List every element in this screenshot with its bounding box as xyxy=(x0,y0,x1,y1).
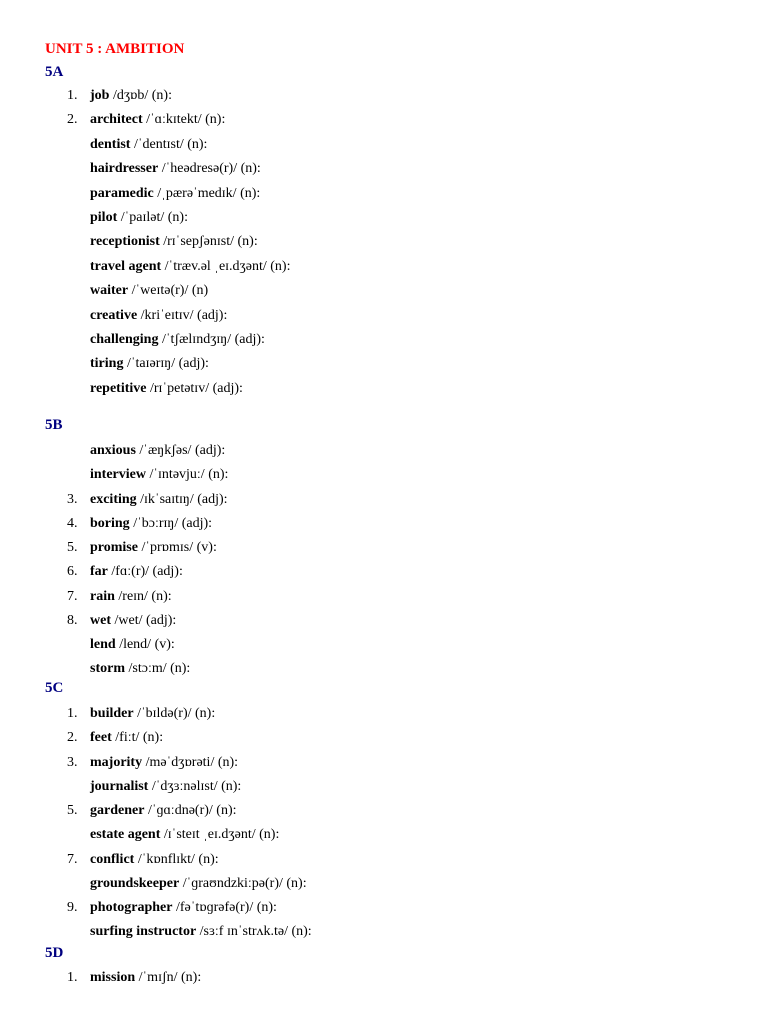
entry-pronunciation: /stɔːm/ (n): xyxy=(125,661,191,677)
entry-word: boring xyxy=(90,515,130,531)
entry-word: gardener xyxy=(90,803,145,818)
entry-number: 1. xyxy=(67,706,78,721)
entry-text xyxy=(90,538,217,558)
entry-word: travel agent xyxy=(90,258,162,274)
entry-number: 4. xyxy=(67,515,78,531)
entry-text xyxy=(90,728,163,748)
entry-number: 5. xyxy=(67,540,78,555)
entry-pronunciation: /ˈdʒɜːnəlɪst/ (n): xyxy=(148,778,242,794)
entry-text xyxy=(90,184,260,204)
entry-number: 5. xyxy=(67,803,78,818)
section-heading-5a: 5A xyxy=(45,64,64,80)
entry-word: exciting xyxy=(90,491,137,507)
entry-text xyxy=(90,330,265,350)
entry-pronunciation: /ˈweɪtə(r)/ (n) xyxy=(128,283,209,299)
entry-word: job xyxy=(90,88,110,103)
entry-text xyxy=(90,659,190,679)
entry-number: 3. xyxy=(67,754,78,770)
entry-text xyxy=(90,514,212,534)
entry-word: majority xyxy=(90,754,143,770)
entry-word: lend xyxy=(90,637,116,652)
entry-word: feet xyxy=(90,730,112,746)
entry-word: journalist xyxy=(90,778,149,794)
entry-text xyxy=(90,159,261,179)
entry-pronunciation: /ˈtaɪərɪŋ/ (adj): xyxy=(123,356,209,372)
entry-word: paramedic xyxy=(90,185,154,201)
entry-pronunciation: /ɪkˈsaɪtɪŋ/ (adj): xyxy=(136,491,228,507)
entry-text xyxy=(90,801,237,821)
entry-text xyxy=(90,232,258,252)
entry-word: wet xyxy=(90,612,111,628)
entry-text xyxy=(90,465,228,485)
entry-pronunciation: /ˈbɔːrɪŋ/ (adj): xyxy=(129,515,213,531)
entry-text xyxy=(90,110,225,130)
entry-pronunciation: /ɪˈsteɪt ˌeɪ.dʒənt/ (n): xyxy=(160,827,280,843)
entry-word: challenging xyxy=(90,332,159,347)
entry-word: storm xyxy=(90,661,125,677)
entry-word: repetitive xyxy=(90,380,147,396)
entry-pronunciation: /ˈheədresə(r)/ (n): xyxy=(158,161,261,177)
entry-word: far xyxy=(90,564,108,580)
entry-text xyxy=(90,379,243,399)
entry-pronunciation: /fəˈtɒɡrəfə(r)/ (n): xyxy=(172,900,277,915)
entry-text xyxy=(90,922,312,942)
entry-text xyxy=(90,753,238,773)
entry-pronunciation: /sɜːf ɪnˈstrʌk.tə/ (n): xyxy=(196,924,312,940)
entry-word: builder xyxy=(90,706,134,721)
page-title: UNIT 5 : AMBITION xyxy=(45,41,185,57)
entry-number: 7. xyxy=(67,851,78,867)
entry-text xyxy=(90,441,225,461)
entry-text xyxy=(90,611,176,631)
entry-word: photographer xyxy=(90,900,173,915)
entry-text xyxy=(90,587,172,607)
entry-word: anxious xyxy=(90,443,136,458)
entry-text xyxy=(90,635,175,655)
entry-pronunciation: /məˈdʒɒrəti/ (n): xyxy=(142,754,239,770)
section-heading-5d: 5D xyxy=(45,945,64,961)
entry-number: 9. xyxy=(67,900,78,915)
entry-word: estate agent xyxy=(90,827,161,843)
entry-pronunciation: /ˈpaɪlət/ (n): xyxy=(117,210,188,225)
entry-text xyxy=(90,825,279,845)
entry-pronunciation: /fɑː(r)/ (adj): xyxy=(107,564,183,580)
entry-word: architect xyxy=(90,112,143,128)
section-heading-5c: 5C xyxy=(45,680,64,696)
entry-word: groundskeeper xyxy=(90,875,180,891)
entry-number: 7. xyxy=(67,588,78,604)
entry-number: 6. xyxy=(67,564,78,580)
entry-text xyxy=(90,490,228,510)
entry-word: rain xyxy=(90,588,115,604)
entry-word: receptionist xyxy=(90,234,160,250)
entry-number: 1. xyxy=(67,970,78,985)
entry-word: dentist xyxy=(90,136,131,152)
entry-pronunciation: /lend/ (v): xyxy=(115,637,175,652)
entry-word: creative xyxy=(90,307,138,323)
entry-text xyxy=(90,135,207,155)
entry-pronunciation: /ˈɡɑːdnə(r)/ (n): xyxy=(144,803,237,818)
entry-pronunciation: /ˈɡraʊndzkiːpə(r)/ (n): xyxy=(179,875,307,891)
entry-word: hairdresser xyxy=(90,161,159,177)
entry-pronunciation: /kriˈeɪtɪv/ (adj): xyxy=(137,307,228,323)
entry-pronunciation: /fiːt/ (n): xyxy=(111,730,164,746)
entry-text xyxy=(90,874,307,894)
entry-pronunciation: /ˈprɒmɪs/ (v): xyxy=(137,540,217,555)
entry-word: interview xyxy=(90,467,146,483)
entry-pronunciation: /ˈɑːkɪtekt/ (n): xyxy=(142,112,226,128)
entry-text xyxy=(90,898,277,918)
entry-pronunciation: /ˈbɪldə(r)/ (n): xyxy=(133,706,216,721)
entry-word: conflict xyxy=(90,851,135,867)
entry-word: tiring xyxy=(90,356,124,372)
entry-word: surfing instructor xyxy=(90,924,197,940)
entry-text xyxy=(90,86,172,106)
entry-word: mission xyxy=(90,970,136,985)
entry-pronunciation: /ˈkɒnflɪkt/ (n): xyxy=(134,851,219,867)
entry-text xyxy=(90,777,241,797)
entry-pronunciation: /wet/ (adj): xyxy=(111,612,177,628)
entry-pronunciation: /rɪˈpetətɪv/ (adj): xyxy=(146,380,243,396)
entry-text xyxy=(90,704,215,724)
entry-text xyxy=(90,562,183,582)
entry-number: 1. xyxy=(67,88,78,103)
entry-word: pilot xyxy=(90,210,118,225)
entry-pronunciation: /ˈtræv.əl ˌeɪ.dʒənt/ (n): xyxy=(161,258,291,274)
entry-number: 2. xyxy=(67,730,78,746)
entry-pronunciation: /rɪˈsepʃənɪst/ (n): xyxy=(159,234,258,250)
entry-pronunciation: /ˈtʃælɪndʒɪŋ/ (adj): xyxy=(158,332,265,347)
entry-pronunciation: /dʒɒb/ (n): xyxy=(109,88,172,103)
entry-text xyxy=(90,281,208,301)
entry-pronunciation: /ˈɪntəvjuː/ (n): xyxy=(145,467,229,483)
entry-number: 8. xyxy=(67,612,78,628)
entry-word: waiter xyxy=(90,283,129,299)
entry-text xyxy=(90,354,209,374)
entry-text xyxy=(90,850,219,870)
entry-number: 3. xyxy=(67,491,78,507)
entry-text xyxy=(90,968,201,988)
entry-pronunciation: /ˈmɪʃn/ (n): xyxy=(135,970,202,985)
entry-number: 2. xyxy=(67,112,78,128)
entry-text xyxy=(90,257,290,277)
entry-text xyxy=(90,208,188,228)
entry-pronunciation: /ˈæŋkʃəs/ (adj): xyxy=(135,443,226,458)
entry-pronunciation: /ˌpærəˈmedɪk/ (n): xyxy=(153,185,261,201)
entry-pronunciation: /ˈdentɪst/ (n): xyxy=(130,136,208,152)
entry-word: promise xyxy=(90,540,138,555)
section-heading-5b: 5B xyxy=(45,417,63,433)
entry-text xyxy=(90,306,227,326)
entry-pronunciation: /reɪn/ (n): xyxy=(114,588,172,604)
